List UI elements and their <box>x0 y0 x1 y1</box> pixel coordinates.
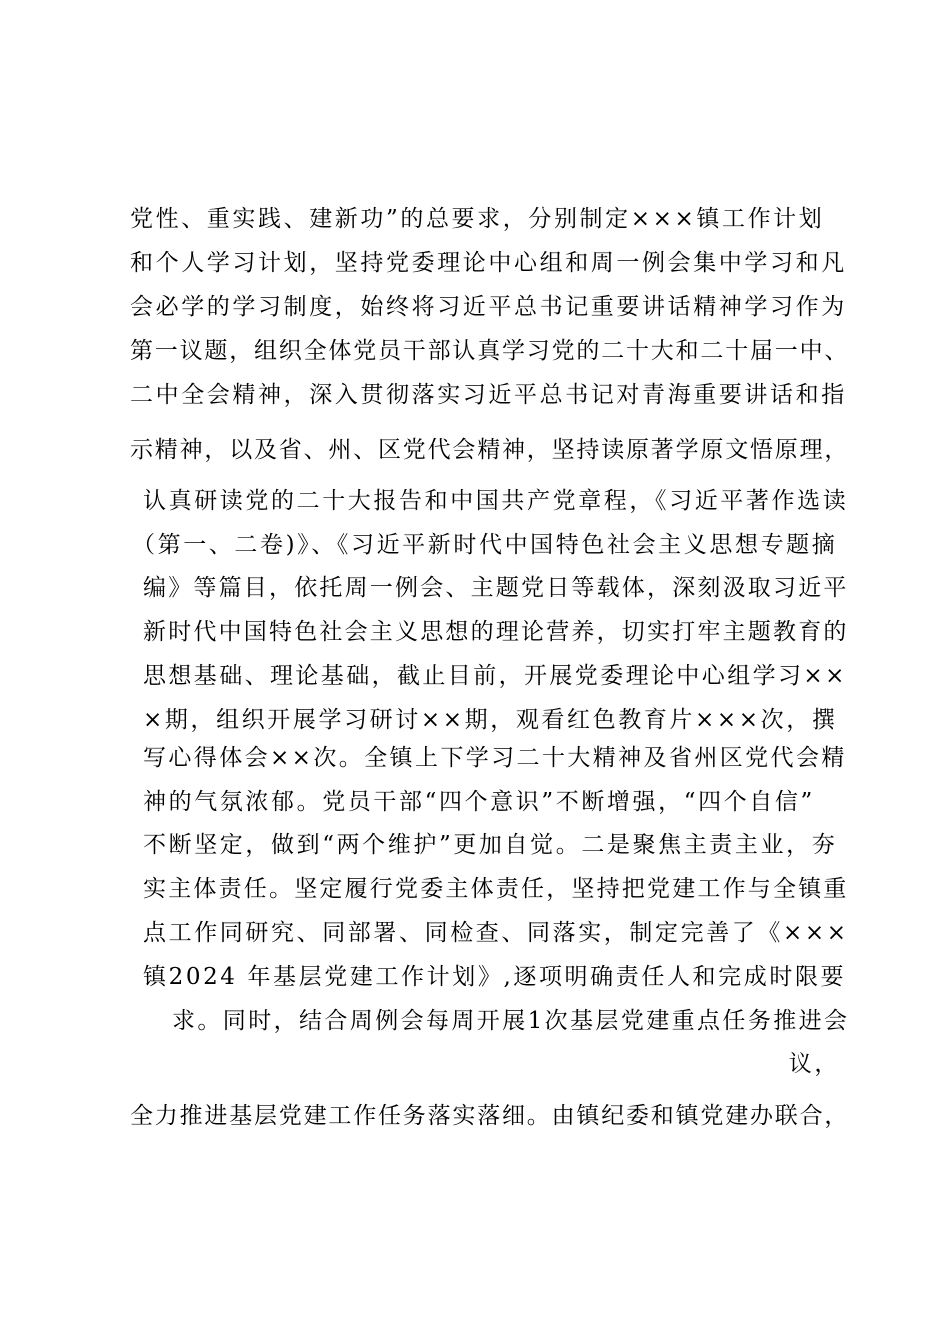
text-line: 议， <box>788 1051 840 1077</box>
text-line: 示精神，以及省、州、区党代会精神，坚持读原著学原文悟原理， <box>130 437 850 463</box>
text-line: 编》等篇目，依托周一例会、主题党日等载体，深刻汲取习近平 <box>143 575 849 601</box>
text-line: 不断坚定，做到“两个维护”更加自觉。二是聚焦主责主业，夯 <box>143 832 838 858</box>
text-line: 党性、重实践、建新功”的总要求，分别制定×××镇工作计划 <box>130 206 825 232</box>
text-line: （第一、二卷)》、《习近平新时代中国特色社会主义思想专题摘 <box>132 532 838 558</box>
text-line: 第一议题，组织全体党员干部认真学习党的二十大和二十届一中、 <box>130 338 850 364</box>
text-line: 镇2024 年基层党建工作计划》,逐项明确责任人和完成时限要 <box>143 964 847 990</box>
text-line: 写心得体会××次。全镇上下学习二十大精神及省州区党代会精 <box>143 745 847 771</box>
text-line: 认真研读党的二十大报告和中国共产党章程，《习近平著作选读 <box>143 488 849 514</box>
text-line: 思想基础、理论基础，截止目前，开展党委理论中心组学习×× <box>143 663 847 689</box>
text-line: 点工作同研究、同部署、同检查、同落实，制定完善了《××× <box>143 920 849 946</box>
text-line: 神的气氛浓郁。党员干部“四个意识”不断增强，“四个自信” <box>143 789 815 815</box>
text-line: 全力推进基层党建工作任务落实落细。由镇纪委和镇党建办联合， <box>130 1103 850 1129</box>
text-line: 和个人学习计划，坚持党委理论中心组和周一例会集中学习和凡 <box>130 250 847 276</box>
text-line: 新时代中国特色社会主义思想的理论营养，切实打牢主题教育的 <box>143 619 849 645</box>
text-line: ×期，组织开展学习研讨××期，观看红色教育片×××次，撰 <box>143 707 838 733</box>
text-line: 实主体责任。坚定履行党委主体责任，坚持把党建工作与全镇重 <box>143 876 849 902</box>
text-line: 求。同时，结合周例会每周开展1次基层党建重点任务推进会 <box>172 1008 850 1034</box>
text-line: 会必学的学习制度，始终将习近平总书记重要讲话精神学习作为 <box>130 294 847 320</box>
text-line: 二中全会精神，深入贯彻落实习近平总书记对青海重要讲话和指 <box>130 382 847 408</box>
